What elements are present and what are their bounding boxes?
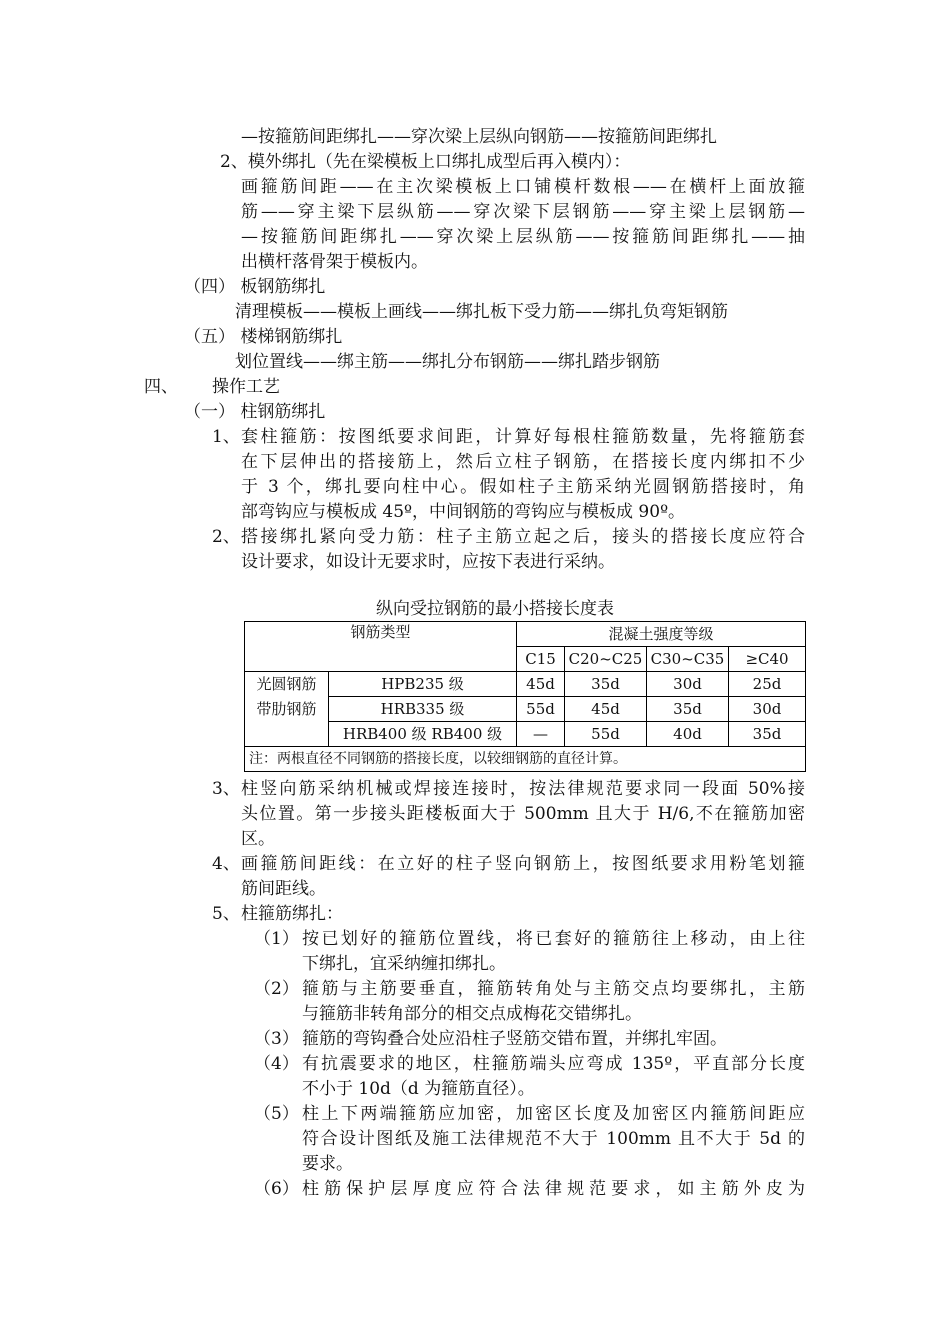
text-line: 箍筋的弯钩叠合处应沿柱子竖筋交错布置，并绑扎牢固。 — [302, 1029, 727, 1049]
section-heading: 操作工艺 — [212, 377, 280, 397]
sub-item-number: （6） — [254, 1179, 299, 1199]
table-cell: 55d — [517, 697, 565, 722]
sub-item-number: （1） — [254, 929, 299, 949]
table-row — [245, 722, 806, 747]
text-line: 在下层伸出的搭接筋上，然后立柱子钢筋，在搭接长度内绑扣不少 — [241, 452, 805, 472]
text-line: 柱上下两端箍筋应加密，加密区长度及加密区内箍筋间距应 — [302, 1104, 805, 1124]
table-cell: — — [517, 722, 565, 747]
text-line: 套柱箍筋：按图纸要求间距，计算好每根柱箍筋数量，先将箍筋套 — [241, 427, 805, 447]
sub-item-number: （5） — [254, 1104, 299, 1124]
row-category: 光圆钢筋 — [245, 672, 329, 697]
table-cell: 30d — [647, 672, 729, 697]
lap-length-table — [244, 621, 806, 772]
item-number: 5、 — [212, 904, 240, 924]
table-cell: 30d — [729, 697, 806, 722]
text-line: —按箍筋间距绑扎——穿次梁上层纵向钢筋——按箍筋间距绑扎 — [241, 127, 717, 147]
table-cell: 35d — [565, 672, 647, 697]
table-row — [245, 672, 806, 697]
text-line: 划位置线——绑主筋——绑扎分布钢筋——绑扎踏步钢筋 — [235, 352, 660, 372]
table-cell: 45d — [565, 697, 647, 722]
table-row — [245, 697, 806, 722]
text-line: 柱箍筋绑扎： — [241, 904, 343, 924]
text-line: 按已划好的箍筋位置线，将已套好的箍筋往上移动，由上往 — [302, 929, 805, 949]
sub-item-number: （4） — [254, 1054, 299, 1074]
header-concrete-grade: 混凝土强度等级 — [517, 622, 806, 647]
sub-item-number: （3） — [254, 1029, 299, 1049]
subheading: （五） 楼梯钢筋绑扎 — [184, 327, 343, 347]
row-rebar-grade: HRB335 级 — [329, 697, 517, 722]
grade-c40: ≥C40 — [729, 647, 806, 672]
table-cell: 25d — [729, 672, 806, 697]
text-line: 于 3 个，绑扎要向柱中心。假如柱子主筋采纳光圆钢筋搭接时，角 — [241, 477, 805, 497]
text-line: 画箍筋间距线：在立好的柱子竖向钢筋上，按图纸要求用粉笔划箍 — [241, 854, 805, 874]
text-line: 与箍筋非转角部分的相交点成梅花交错绑扎。 — [302, 1004, 642, 1024]
text-line: 要求。 — [302, 1154, 353, 1174]
table-caption: 纵向受拉钢筋的最小搭接长度表 — [376, 599, 614, 619]
row-category — [245, 722, 329, 747]
section-number: 四、 — [144, 377, 178, 397]
table-cell: 35d — [729, 722, 806, 747]
sub-item-number: （2） — [254, 979, 299, 999]
item-number: 2、 — [212, 527, 240, 547]
table-header-row — [245, 622, 806, 647]
text-line: 搭接绑扎紧向受力筋：柱子主筋立起之后，接头的搭接长度应符合 — [241, 527, 805, 547]
subheading: （一） 柱钢筋绑扎 — [184, 402, 326, 422]
text-line: 部弯钩应与模板成 45º，中间钢筋的弯钩应与模板成 90º。 — [241, 502, 686, 522]
text-line: 画箍筋间距——在主次梁模板上口铺模杆数根——在横杆上面放箍 — [241, 177, 805, 197]
row-rebar-grade: HPB235 级 — [329, 672, 517, 697]
table-cell: 35d — [647, 697, 729, 722]
table-cell: 40d — [647, 722, 729, 747]
table-cell: 55d — [565, 722, 647, 747]
row-category: 带肋钢筋 — [245, 697, 329, 722]
item-number: 1、 — [212, 427, 240, 447]
text-line: 筋——穿主梁下层纵筋——穿次梁下层钢筋——穿主梁上层钢筋— — [241, 202, 805, 222]
row-rebar-grade: HRB400 级 RB400 级 — [329, 722, 517, 747]
text-line: 箍筋与主筋要垂直，箍筋转角处与主筋交点均要绑扎，主筋 — [302, 979, 805, 999]
header-rebar-type: 钢筋类型 — [245, 622, 517, 672]
text-line: 柱筋保护层厚度应符合法律规范要求，如主筋外皮为 — [302, 1179, 805, 1199]
text-line: 2、模外绑扎（先在梁模板上口绑扎成型后再入模内）： — [220, 152, 631, 172]
text-line: 出横杆落骨架于模板内。 — [241, 252, 428, 272]
item-number: 3、 — [212, 779, 240, 799]
text-line: 下绑扎，宜采纳缠扣绑扎。 — [302, 954, 506, 974]
text-line: 区。 — [241, 829, 275, 849]
grade-c15: C15 — [517, 647, 565, 672]
item-number: 4、 — [212, 854, 240, 874]
text-line: 符合设计图纸及施工法律规范不大于 100mm 且不大于 5d 的 — [302, 1129, 805, 1149]
table-note-row — [245, 747, 806, 772]
subheading: （四） 板钢筋绑扎 — [184, 277, 326, 297]
text-line: 筋间距线。 — [241, 879, 326, 899]
text-line: 头位置。第一步接头距楼板面大于 500mm 且大于 H/6,不在箍筋加密 — [241, 804, 805, 824]
grade-c30-c35: C30~C35 — [647, 647, 729, 672]
text-line: 清理模板——模板上画线——绑扎板下受力筋——绑扎负弯矩钢筋 — [235, 302, 728, 322]
table-cell: 45d — [517, 672, 565, 697]
table-note: 注：两根直径不同钢筋的搭接长度，以较细钢筋的直径计算。 — [245, 747, 806, 772]
text-line: 有抗震要求的地区，柱箍筋端头应弯成 135º，平直部分长度 — [302, 1054, 805, 1074]
grade-c20-c25: C20~C25 — [565, 647, 647, 672]
text-line: 设计要求，如设计无要求时，应按下表进行采纳。 — [241, 552, 615, 572]
text-line: 不小于 10d（d 为箍筋直径）。 — [302, 1079, 535, 1099]
text-line: —按箍筋间距绑扎——穿次梁上层纵筋——按箍筋间距绑扎——抽 — [241, 227, 805, 247]
text-line: 柱竖向筋采纳机械或焊接连接时，按法律规范要求同一段面 50%接 — [241, 779, 805, 799]
